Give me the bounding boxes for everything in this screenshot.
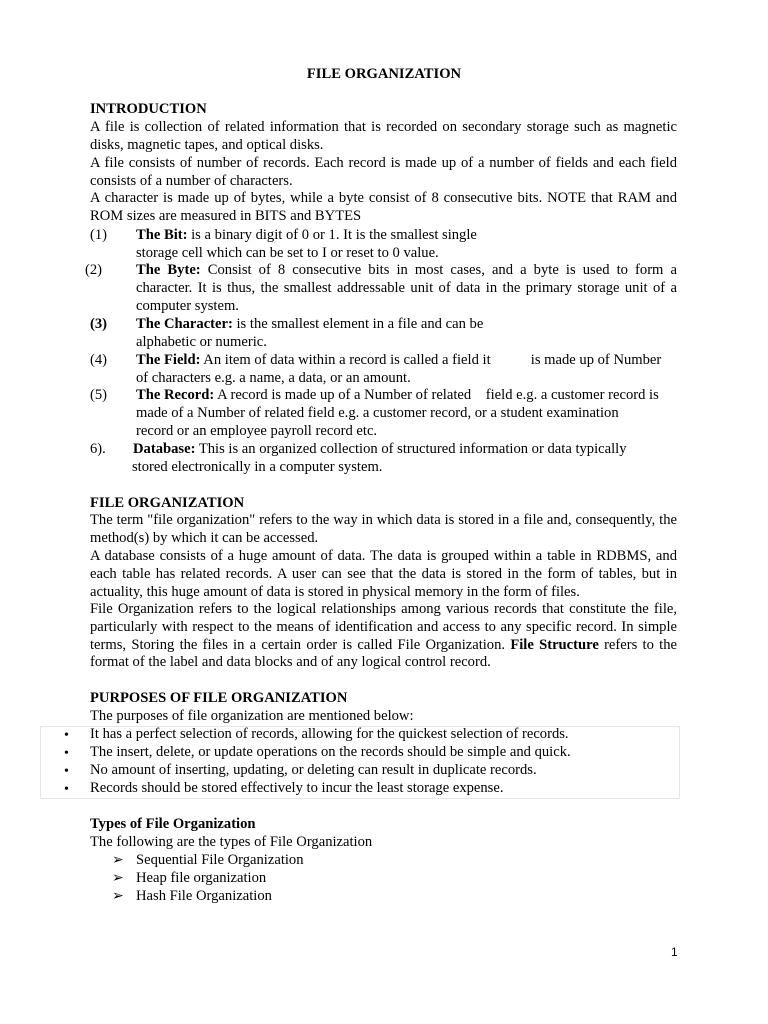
file-organization-paragraph-2: A database consists of a huge amount of data. The data is grouped within a table in RDBMS, and each table has related records. A user can see that the data is stored in the form of tables, but in actuality, this huge amount of data is stored in physical memory in the form of files. <box>90 548 677 600</box>
file-structure-term: File Structure <box>510 636 599 653</box>
definition-text: Consist of 8 consecutive bits in most cases, and a byte is used to form a <box>200 262 677 278</box>
purposes-heading: PURPOSES OF FILE ORGANIZATION <box>90 690 348 706</box>
types-intro: The following are the types of File Organization <box>90 834 373 850</box>
definition-term: The Record: <box>136 387 215 403</box>
intro-paragraph-1: A file is collection of related information that is recorded on secondary storage such as magnetic disks, magnetic tapes, and optical disks. <box>90 119 677 153</box>
arrow-bullet-icon: ➢ <box>112 871 124 886</box>
definition-number: 6). <box>90 441 106 457</box>
list-item: It has a perfect selection of records, allowing for the quickest selection of records. <box>90 726 569 742</box>
definition-term: The Character: <box>136 316 233 332</box>
bullet-icon: • <box>64 728 69 743</box>
arrow-bullet-icon: ➢ <box>112 889 124 904</box>
list-item: The insert, delete, or update operations on the records should be simple and quick. <box>90 744 571 760</box>
paragraph-text: refers to the format of the label and data blocks and of any logical control record. <box>90 636 677 671</box>
definition-continuation: of characters e.g. a name, a data, or an amount. <box>136 370 411 386</box>
bullet-icon: • <box>64 746 69 761</box>
definition-continuation: character. It is thus, the smallest addressable unit of data in the primary storage unit of a computer system. <box>136 280 677 314</box>
page-number: 1 <box>671 945 678 959</box>
definition-text: is a binary digit of 0 or 1. It is the smallest single <box>187 227 477 243</box>
definition-continuation: alphabetic or numeric. <box>136 334 267 350</box>
definition-text: An item of data within a record is called a field it is made up of Number <box>200 352 662 368</box>
definition-number: (3) <box>90 316 108 332</box>
page-title: FILE ORGANIZATION <box>306 66 462 82</box>
definition-number: (2) <box>85 262 103 278</box>
definition-number: (5) <box>90 387 108 403</box>
paragraph-text: File Organization refers to the logical relationships among various records that constitute the file, particularly with respect to the means of identification and access to any specific record. In simple terms, Storing the files in a certain order is called File Organization. <box>90 601 677 653</box>
list-item: Heap file organization <box>136 870 267 886</box>
definition-term: The Bit: <box>136 227 188 243</box>
bullet-icon: • <box>64 782 69 797</box>
definition-text: A record is made up of a Number of related field e.g. a customer record is <box>214 387 659 403</box>
list-item: Records should be stored effectively to incur the least storage expense. <box>90 780 504 796</box>
definition-term: The Field: <box>136 352 201 368</box>
introduction-heading: INTRODUCTION <box>90 101 207 117</box>
list-item: Hash File Organization <box>136 888 272 904</box>
intro-paragraph-3: A character is made up of bytes, while a byte consist of 8 consecutive bits. NOTE that RAM and ROM sizes are measured in BITS and BYTES <box>90 190 677 224</box>
definition-number: (4) <box>90 352 108 368</box>
file-organization-paragraph-1: The term "file organization" refers to the way in which data is stored in a file and, consequently, the method(s) by which it can be accessed. <box>90 512 677 546</box>
definition-continuation: made of a Number of related field e.g. a customer record, or a student examination record or an employee payroll record etc. <box>136 405 619 439</box>
definition-continuation: stored electronically in a computer system. <box>132 459 383 475</box>
bullet-icon: • <box>64 764 69 779</box>
definition-term: The Byte: <box>136 262 201 278</box>
list-item: No amount of inserting, updating, or deleting can result in duplicate records. <box>90 762 537 778</box>
types-heading: Types of File Organization <box>90 816 256 832</box>
intro-paragraph-2: A file consists of number of records. Each record is made up of a number of fields and each field consists of a number of characters. <box>90 155 677 189</box>
definition-term: Database: <box>133 441 196 457</box>
arrow-bullet-icon: ➢ <box>112 853 124 868</box>
definition-number: (1) <box>90 227 108 243</box>
purposes-intro: The purposes of file organization are mentioned below: <box>90 708 414 724</box>
definition-text: This is an organized collection of structured information or data typically <box>195 441 627 457</box>
list-item: Sequential File Organization <box>136 852 304 868</box>
definition-text: is the smallest element in a file and can be <box>232 316 484 332</box>
definition-continuation: storage cell which can be set to I or reset to 0 value. <box>136 245 439 261</box>
file-organization-heading: FILE ORGANIZATION <box>90 495 245 511</box>
file-organization-paragraph-3 <box>90 601 677 672</box>
